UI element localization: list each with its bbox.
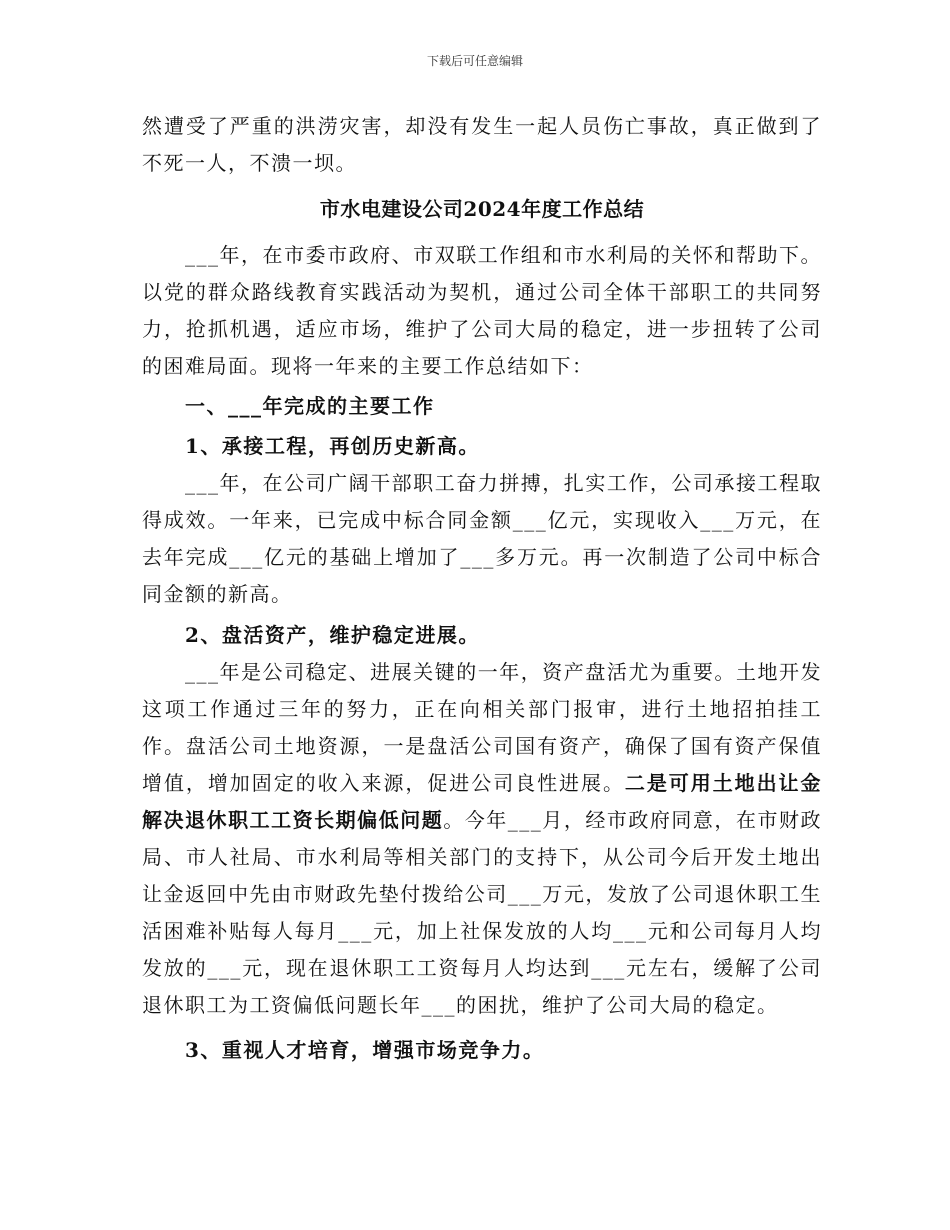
subsection-heading-1: 1、承接工程，再创历史新高。 [185,434,480,458]
subsection-heading-3: 3、重视人才培育，增强市场竞争力。 [185,1038,545,1062]
subsection-heading-2: 2、盘活资产，维护稳定进展。 [185,623,480,647]
page-header: 下载后可任意编辑 [426,54,523,68]
paragraph-assets-bold: 二是可用土地出让金解决退休职工工资长期偏低问题 [142,771,823,832]
paragraph-assets-part-a: ___年是公司稳定、进展关键的一年，资产盘活尤为重要。土地开发这项工作通过三年的努力，正在向相关部门报审，进行土地招拍挂工作。盘活公司土地资源，一是盘活公司国有资产，确保了国有资产保值增值，增加固定的收入来源，促进公司良性进展。 [142,660,822,795]
intro-paragraph: ___年，在市委市政府、市双联工作组和市水利局的关怀和帮助下。以党的群众路线教育实践活动为契机，通过公司全体干部职工的共同努力，抢抓机遇，适应市场，维护了公司大局的稳定，进一步扭转了公司的困难局面。现将一年来的主要工作总结如下： [142,243,822,378]
paragraph-assets [142,654,822,1024]
paragraph-projects: ___年，在公司广阔干部职工奋力拼搏，扎实工作，公司承接工程取得成效。一年来，已完成中标合同金额___亿元，实现收入___万元，在去年完成___亿元的基础上增加了___多万元。再一次制造了公司中标合同金额的新高。 [142,471,822,606]
paragraph-assets-part-c: 。今年___月，经市政府同意，在市财政局、市人社局、市水利局等相关部门的支持下，从公司今后开发土地出让金返回中先由市财政先垫付拨给公司___万元，发放了公司退休职工生活困难补贴每人每月___元，加上社保发放的人均___元和公司每月人均发放的___元，现在退休职工工资每月人均达到___元左右，缓解了公司退休职工为工资偏低问题长年___的困扰，维护了公司大局的稳定。 [142,808,823,1017]
document-body [142,108,822,1069]
paragraph-continuation: 然遭受了严重的洪涝灾害，却没有发生一起人员伤亡事故，真正做到了不死一人，不溃一坝。 [142,114,822,175]
section-heading-1: 一、___年完成的主要工作 [185,394,435,418]
document-title: 市水电建设公司2024年度工作总结 [319,197,645,221]
